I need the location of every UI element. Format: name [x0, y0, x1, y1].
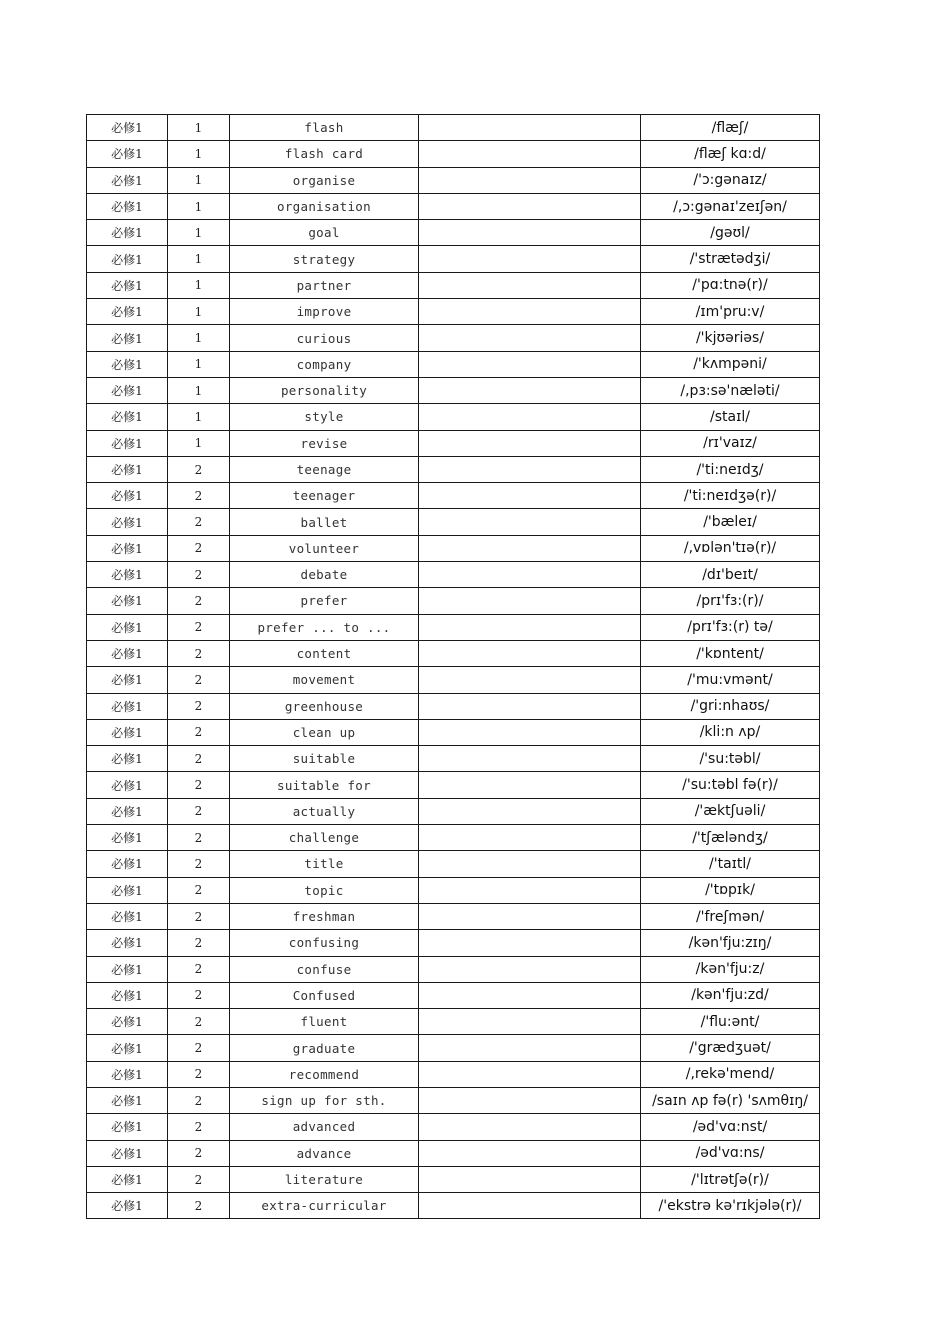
table-row — [87, 693, 820, 719]
textbook-cell: 必修1 — [87, 456, 168, 482]
word-cell: strategy — [230, 246, 419, 272]
phonetic-cell: /'kjʊəriəs/ — [641, 325, 820, 351]
unit-cell: 2 — [168, 1061, 230, 1087]
phonetic-cell: /prɪ'fɜ:(r)/ — [641, 588, 820, 614]
word-cell: movement — [230, 667, 419, 693]
textbook-cell: 必修1 — [87, 220, 168, 246]
unit-cell: 2 — [168, 1035, 230, 1061]
word-cell: style — [230, 404, 419, 430]
unit-cell: 1 — [168, 141, 230, 167]
phonetic-cell: /kən'fju:z/ — [641, 956, 820, 982]
unit-cell: 2 — [168, 956, 230, 982]
word-cell: teenager — [230, 483, 419, 509]
textbook-cell: 必修1 — [87, 877, 168, 903]
unit-cell: 2 — [168, 509, 230, 535]
phonetic-cell: /,ɔ:gənaɪ'zeɪʃən/ — [641, 193, 820, 219]
word-cell: volunteer — [230, 535, 419, 561]
unit-cell: 2 — [168, 483, 230, 509]
meaning-cell — [419, 798, 641, 824]
table-row — [87, 377, 820, 403]
table-row — [87, 430, 820, 456]
textbook-cell: 必修1 — [87, 903, 168, 929]
meaning-cell — [419, 325, 641, 351]
meaning-cell — [419, 246, 641, 272]
meaning-cell — [419, 640, 641, 666]
phonetic-cell: /ɪm'pru:v/ — [641, 299, 820, 325]
word-cell: partner — [230, 272, 419, 298]
unit-cell: 1 — [168, 167, 230, 193]
unit-cell: 2 — [168, 719, 230, 745]
textbook-cell: 必修1 — [87, 246, 168, 272]
meaning-cell — [419, 825, 641, 851]
word-cell: Confused — [230, 982, 419, 1008]
table-row — [87, 246, 820, 272]
phonetic-cell: /rɪ'vaɪz/ — [641, 430, 820, 456]
unit-cell: 2 — [168, 456, 230, 482]
table-row — [87, 1035, 820, 1061]
table-row — [87, 851, 820, 877]
textbook-cell: 必修1 — [87, 430, 168, 456]
word-cell: flash card — [230, 141, 419, 167]
table-row — [87, 825, 820, 851]
unit-cell: 2 — [168, 667, 230, 693]
textbook-cell: 必修1 — [87, 746, 168, 772]
unit-cell: 2 — [168, 1140, 230, 1166]
textbook-cell: 必修1 — [87, 982, 168, 1008]
unit-cell: 1 — [168, 325, 230, 351]
word-cell: prefer ... to ... — [230, 614, 419, 640]
meaning-cell — [419, 930, 641, 956]
table-row — [87, 746, 820, 772]
table-row — [87, 562, 820, 588]
phonetic-cell: /'ekstrə kə'rɪkjələ(r)/ — [641, 1193, 820, 1219]
table-row — [87, 798, 820, 824]
unit-cell: 1 — [168, 377, 230, 403]
unit-cell: 2 — [168, 851, 230, 877]
word-cell: company — [230, 351, 419, 377]
word-cell: suitable — [230, 746, 419, 772]
textbook-cell: 必修1 — [87, 930, 168, 956]
textbook-cell: 必修1 — [87, 535, 168, 561]
unit-cell: 1 — [168, 299, 230, 325]
phonetic-cell: /əd'vɑ:ns/ — [641, 1140, 820, 1166]
unit-cell: 1 — [168, 246, 230, 272]
phonetic-cell: /'pɑ:tnə(r)/ — [641, 272, 820, 298]
word-cell: advanced — [230, 1114, 419, 1140]
table-row — [87, 877, 820, 903]
textbook-cell: 必修1 — [87, 1193, 168, 1219]
table-row — [87, 1166, 820, 1192]
unit-cell: 1 — [168, 220, 230, 246]
word-cell: challenge — [230, 825, 419, 851]
unit-cell: 2 — [168, 825, 230, 851]
table-row — [87, 1140, 820, 1166]
textbook-cell: 必修1 — [87, 167, 168, 193]
unit-cell: 2 — [168, 1087, 230, 1113]
textbook-cell: 必修1 — [87, 351, 168, 377]
table-row — [87, 535, 820, 561]
phonetic-cell: /prɪ'fɜ:(r) tə/ — [641, 614, 820, 640]
textbook-cell: 必修1 — [87, 377, 168, 403]
word-cell: title — [230, 851, 419, 877]
meaning-cell — [419, 115, 641, 141]
meaning-cell — [419, 351, 641, 377]
textbook-cell: 必修1 — [87, 667, 168, 693]
unit-cell: 2 — [168, 1193, 230, 1219]
phonetic-cell: /,pɜ:sə'næləti/ — [641, 377, 820, 403]
word-cell: fluent — [230, 1009, 419, 1035]
word-cell: literature — [230, 1166, 419, 1192]
table-row — [87, 351, 820, 377]
table-row — [87, 193, 820, 219]
phonetic-cell: /'mu:vmənt/ — [641, 667, 820, 693]
textbook-cell: 必修1 — [87, 509, 168, 535]
meaning-cell — [419, 956, 641, 982]
word-cell: freshman — [230, 903, 419, 929]
phonetic-cell: /'taɪtl/ — [641, 851, 820, 877]
table-row — [87, 930, 820, 956]
word-cell: organisation — [230, 193, 419, 219]
textbook-cell: 必修1 — [87, 614, 168, 640]
word-cell: sign up for sth. — [230, 1087, 419, 1113]
table-row — [87, 167, 820, 193]
phonetic-cell: /'grædʒuət/ — [641, 1035, 820, 1061]
textbook-cell: 必修1 — [87, 562, 168, 588]
textbook-cell: 必修1 — [87, 1061, 168, 1087]
unit-cell: 1 — [168, 351, 230, 377]
phonetic-cell: /staɪl/ — [641, 404, 820, 430]
vocabulary-table-body — [87, 115, 820, 1219]
phonetic-cell: /əd'vɑ:nst/ — [641, 1114, 820, 1140]
table-row — [87, 1061, 820, 1087]
word-cell: ballet — [230, 509, 419, 535]
textbook-cell: 必修1 — [87, 325, 168, 351]
vocabulary-sheet — [86, 114, 820, 1219]
meaning-cell — [419, 404, 641, 430]
phonetic-cell: /'tɒpɪk/ — [641, 877, 820, 903]
table-row — [87, 614, 820, 640]
textbook-cell: 必修1 — [87, 1140, 168, 1166]
textbook-cell: 必修1 — [87, 404, 168, 430]
unit-cell: 2 — [168, 535, 230, 561]
unit-cell: 2 — [168, 1166, 230, 1192]
textbook-cell: 必修1 — [87, 299, 168, 325]
unit-cell: 2 — [168, 903, 230, 929]
phonetic-cell: /flæʃ/ — [641, 115, 820, 141]
word-cell: content — [230, 640, 419, 666]
phonetic-cell: /'bæleɪ/ — [641, 509, 820, 535]
unit-cell: 2 — [168, 772, 230, 798]
table-row — [87, 509, 820, 535]
word-cell: clean up — [230, 719, 419, 745]
meaning-cell — [419, 193, 641, 219]
word-cell: recommend — [230, 1061, 419, 1087]
meaning-cell — [419, 588, 641, 614]
unit-cell: 2 — [168, 640, 230, 666]
meaning-cell — [419, 982, 641, 1008]
unit-cell: 1 — [168, 404, 230, 430]
word-cell: goal — [230, 220, 419, 246]
unit-cell: 1 — [168, 430, 230, 456]
unit-cell: 1 — [168, 272, 230, 298]
meaning-cell — [419, 877, 641, 903]
phonetic-cell: /gəʊl/ — [641, 220, 820, 246]
meaning-cell — [419, 430, 641, 456]
unit-cell: 2 — [168, 746, 230, 772]
phonetic-cell: /'ɔ:gənaɪz/ — [641, 167, 820, 193]
phonetic-cell: /flæʃ kɑ:d/ — [641, 141, 820, 167]
meaning-cell — [419, 1009, 641, 1035]
textbook-cell: 必修1 — [87, 798, 168, 824]
phonetic-cell: /,vɒlən'tɪə(r)/ — [641, 535, 820, 561]
word-cell: flash — [230, 115, 419, 141]
table-row — [87, 1009, 820, 1035]
table-row — [87, 325, 820, 351]
vocabulary-table — [86, 114, 820, 1219]
unit-cell: 2 — [168, 798, 230, 824]
meaning-cell — [419, 1193, 641, 1219]
meaning-cell — [419, 509, 641, 535]
phonetic-cell: /'freʃmən/ — [641, 903, 820, 929]
word-cell: suitable for — [230, 772, 419, 798]
word-cell: personality — [230, 377, 419, 403]
table-row — [87, 115, 820, 141]
textbook-cell: 必修1 — [87, 141, 168, 167]
meaning-cell — [419, 483, 641, 509]
textbook-cell: 必修1 — [87, 640, 168, 666]
word-cell: debate — [230, 562, 419, 588]
textbook-cell: 必修1 — [87, 825, 168, 851]
meaning-cell — [419, 851, 641, 877]
textbook-cell: 必修1 — [87, 693, 168, 719]
unit-cell: 2 — [168, 1009, 230, 1035]
word-cell: revise — [230, 430, 419, 456]
textbook-cell: 必修1 — [87, 1035, 168, 1061]
unit-cell: 2 — [168, 930, 230, 956]
table-row — [87, 640, 820, 666]
phonetic-cell: /,rekə'mend/ — [641, 1061, 820, 1087]
word-cell: confuse — [230, 956, 419, 982]
textbook-cell: 必修1 — [87, 115, 168, 141]
textbook-cell: 必修1 — [87, 483, 168, 509]
textbook-cell: 必修1 — [87, 588, 168, 614]
word-cell: graduate — [230, 1035, 419, 1061]
table-row — [87, 272, 820, 298]
meaning-cell — [419, 746, 641, 772]
table-row — [87, 903, 820, 929]
meaning-cell — [419, 667, 641, 693]
phonetic-cell: /'kʌmpəni/ — [641, 351, 820, 377]
textbook-cell: 必修1 — [87, 851, 168, 877]
meaning-cell — [419, 272, 641, 298]
phonetic-cell: /saɪn ʌp fə(r) 'sʌmθɪŋ/ — [641, 1087, 820, 1113]
meaning-cell — [419, 562, 641, 588]
meaning-cell — [419, 1114, 641, 1140]
unit-cell: 2 — [168, 562, 230, 588]
word-cell: actually — [230, 798, 419, 824]
phonetic-cell: /'su:təbl fə(r)/ — [641, 772, 820, 798]
meaning-cell — [419, 719, 641, 745]
meaning-cell — [419, 456, 641, 482]
meaning-cell — [419, 693, 641, 719]
table-row — [87, 772, 820, 798]
meaning-cell — [419, 167, 641, 193]
phonetic-cell: /kən'fju:zɪŋ/ — [641, 930, 820, 956]
table-row — [87, 719, 820, 745]
textbook-cell: 必修1 — [87, 956, 168, 982]
meaning-cell — [419, 535, 641, 561]
phonetic-cell: /'kɒntent/ — [641, 640, 820, 666]
table-row — [87, 456, 820, 482]
word-cell: confusing — [230, 930, 419, 956]
table-row — [87, 1114, 820, 1140]
word-cell: curious — [230, 325, 419, 351]
phonetic-cell: /'flu:ənt/ — [641, 1009, 820, 1035]
textbook-cell: 必修1 — [87, 1166, 168, 1192]
phonetic-cell: /kən'fju:zd/ — [641, 982, 820, 1008]
table-row — [87, 1193, 820, 1219]
phonetic-cell: /'su:təbl/ — [641, 746, 820, 772]
textbook-cell: 必修1 — [87, 1009, 168, 1035]
unit-cell: 2 — [168, 588, 230, 614]
unit-cell: 2 — [168, 693, 230, 719]
meaning-cell — [419, 377, 641, 403]
meaning-cell — [419, 1035, 641, 1061]
word-cell: advance — [230, 1140, 419, 1166]
table-row — [87, 1087, 820, 1113]
meaning-cell — [419, 614, 641, 640]
table-row — [87, 141, 820, 167]
table-row — [87, 220, 820, 246]
meaning-cell — [419, 141, 641, 167]
word-cell: topic — [230, 877, 419, 903]
meaning-cell — [419, 1087, 641, 1113]
textbook-cell: 必修1 — [87, 272, 168, 298]
textbook-cell: 必修1 — [87, 193, 168, 219]
table-row — [87, 588, 820, 614]
word-cell: greenhouse — [230, 693, 419, 719]
unit-cell: 2 — [168, 614, 230, 640]
phonetic-cell: /'gri:nhaʊs/ — [641, 693, 820, 719]
word-cell: teenage — [230, 456, 419, 482]
unit-cell: 2 — [168, 877, 230, 903]
unit-cell: 1 — [168, 115, 230, 141]
table-row — [87, 982, 820, 1008]
word-cell: organise — [230, 167, 419, 193]
meaning-cell — [419, 1061, 641, 1087]
phonetic-cell: /dɪ'beɪt/ — [641, 562, 820, 588]
phonetic-cell: /'strætədʒi/ — [641, 246, 820, 272]
word-cell: prefer — [230, 588, 419, 614]
phonetic-cell: /'tʃæləndʒ/ — [641, 825, 820, 851]
textbook-cell: 必修1 — [87, 1114, 168, 1140]
word-cell: improve — [230, 299, 419, 325]
table-row — [87, 667, 820, 693]
meaning-cell — [419, 1166, 641, 1192]
table-row — [87, 956, 820, 982]
meaning-cell — [419, 220, 641, 246]
unit-cell: 1 — [168, 193, 230, 219]
meaning-cell — [419, 1140, 641, 1166]
meaning-cell — [419, 772, 641, 798]
textbook-cell: 必修1 — [87, 1087, 168, 1113]
word-cell: extra-curricular — [230, 1193, 419, 1219]
phonetic-cell: /'ti:neɪdʒ/ — [641, 456, 820, 482]
table-row — [87, 299, 820, 325]
textbook-cell: 必修1 — [87, 719, 168, 745]
unit-cell: 2 — [168, 1114, 230, 1140]
phonetic-cell: /'ti:neɪdʒə(r)/ — [641, 483, 820, 509]
phonetic-cell: /'lɪtrətʃə(r)/ — [641, 1166, 820, 1192]
meaning-cell — [419, 299, 641, 325]
meaning-cell — [419, 903, 641, 929]
table-row — [87, 404, 820, 430]
textbook-cell: 必修1 — [87, 772, 168, 798]
phonetic-cell: /'æktʃuəli/ — [641, 798, 820, 824]
unit-cell: 2 — [168, 982, 230, 1008]
table-row — [87, 483, 820, 509]
phonetic-cell: /kli:n ʌp/ — [641, 719, 820, 745]
